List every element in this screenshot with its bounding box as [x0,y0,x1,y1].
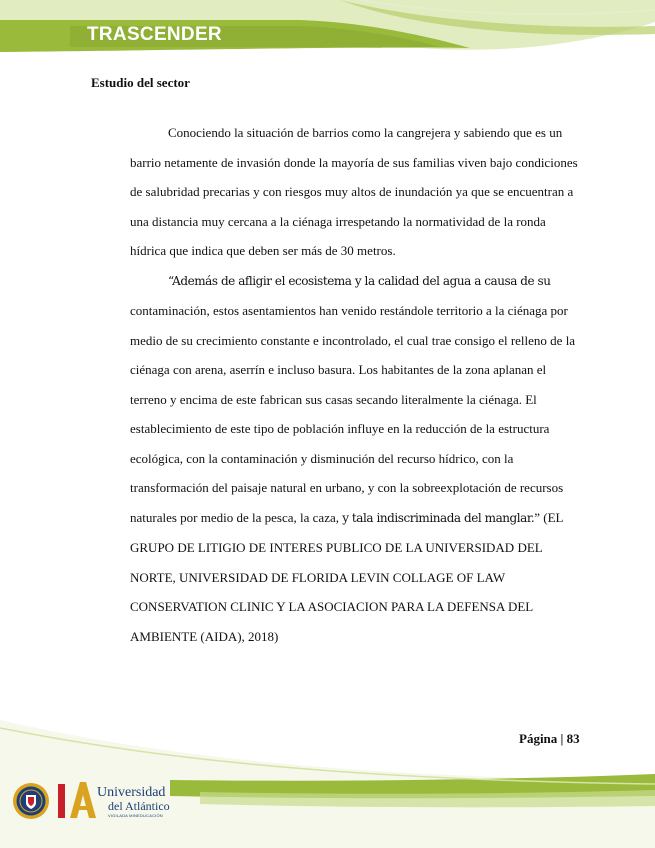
quote-paragraph [130,266,585,652]
university-name-line2: del Atlántico [108,799,170,813]
university-logo [12,778,170,824]
section-title: Estudio del sector [91,75,190,90]
ua-logo-icon [56,778,96,822]
brand-title: TRASCENDER [87,24,222,45]
university-tagline: VIGILADA MINEDUCACIÓN [108,813,163,818]
document-body [130,118,585,651]
university-name-line1: Universidad [97,785,166,800]
citation: ” (EL GRUPO DE LITIGIO DE INTERES PUBLICO DE LA UNIVERSIDAD DEL NORTE, UNIVERSIDAD DE FLORIDA LEVIN COLLAGE OF LAW CONSERVATION CLINIC Y LA ASOCIACION PARA LA DEFENSA DEL AMBIENTE (AIDA), 2018) [130,509,563,644]
footer-banner [0,700,655,848]
quote-tail: y tala indiscriminada del manglar. [342,510,535,525]
page-number: Página | 83 [519,731,580,746]
paragraph: Conociendo la situación de barrios como la cangrejera y sabiendo que es un barrio netamente de invasión donde la mayoría de sus familias viven bajo condiciones de salubridad precarias y con riesgos muy altos de inundación ya que se encuentran a una distancia muy cercana a la ciénaga irrespetando la normatividad de la ronda hídrica que indica que deben ser más de 30 metros. [130,125,578,258]
quote-lead: “Además de afligir el ecosistema y la calidad del agua a causa de su [168,273,551,288]
quote-body: contaminación, estos asentamientos han venido restándole territorio a la ciénaga por medio de su crecimiento constante e incontrolado, el cual trae consigo el relleno de la ciénaga con arena, aserrín e incluso basura. Los habitantes de la zona aplanan el terreno y encima de este fabrican sus casas secando literalmente la ciénaga. El establecimiento de este tipo de población influye en la reducción de la estructura ecológica, con la contaminación y disminución del recurso hídrico, con la transformación del paisaje natural en urbano, y con la sobreexplotación de recursos naturales por medio de la pesca, la caza, [130,303,576,525]
university-seal-icon [12,782,50,820]
